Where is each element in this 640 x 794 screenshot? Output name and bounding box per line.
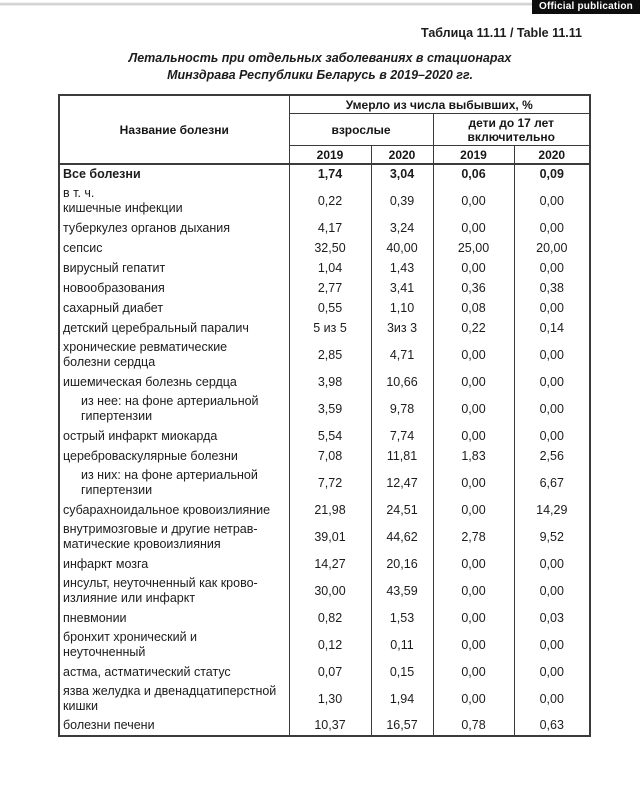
value-cell-children-2020: 0,00: [514, 682, 590, 716]
value-cell-adults-2019: 1,04: [289, 258, 371, 278]
value-cell-adults-2020: 43,59: [371, 574, 433, 608]
value-cell-adults-2019: 3,98: [289, 372, 371, 392]
value-cell-adults-2020: 4,71: [371, 338, 433, 372]
value-cell-children-2020: 0,00: [514, 628, 590, 662]
value-cell-children-2019: 0,00: [433, 466, 514, 500]
value-cell-children-2020: 0,00: [514, 392, 590, 426]
col-header-adults-2019: 2019: [289, 146, 371, 165]
table-row: [59, 392, 590, 426]
disease-name-cell: бронхит хронический и неуточненный: [63, 630, 198, 659]
value-cell-adults-2020: 0,11: [371, 628, 433, 662]
table-row: [59, 608, 590, 628]
table-row: [59, 500, 590, 520]
value-cell-adults-2019: 7,72: [289, 466, 371, 500]
value-cell-children-2020: 0,00: [514, 554, 590, 574]
table-row: [59, 446, 590, 466]
value-cell-children-2019: 0,00: [433, 338, 514, 372]
disease-name-cell: пневмонии: [63, 610, 127, 625]
disease-name-cell: цереброваскулярные болезни: [63, 448, 238, 463]
value-cell-adults-2019: 14,27: [289, 554, 371, 574]
value-cell-adults-2019: 0,07: [289, 662, 371, 682]
value-cell-children-2020: 0,00: [514, 258, 590, 278]
disease-name-cell: сепсис: [63, 240, 103, 255]
table-row: [59, 184, 590, 218]
table-body: [59, 164, 590, 736]
value-cell-children-2020: 0,00: [514, 298, 590, 318]
value-cell-children-2020: 2,56: [514, 446, 590, 466]
value-cell-adults-2019: 0,82: [289, 608, 371, 628]
disease-name-cell: в т. ч. кишечные инфекции: [63, 186, 183, 215]
value-cell-children-2019: 0,78: [433, 716, 514, 736]
value-cell-adults-2020: 20,16: [371, 554, 433, 574]
disease-name-cell: субарахноидальное кровоизлияние: [63, 502, 271, 517]
table-row: [59, 574, 590, 608]
value-cell-children-2019: 0,00: [433, 218, 514, 238]
value-cell-children-2019: 0,00: [433, 392, 514, 426]
value-cell-children-2019: 25,00: [433, 238, 514, 258]
value-cell-children-2019: 0,06: [433, 164, 514, 184]
official-publication-badge: Official publication: [532, 0, 640, 14]
value-cell-adults-2020: 1,53: [371, 608, 433, 628]
value-cell-adults-2020: 11,81: [371, 446, 433, 466]
table-row: [59, 318, 590, 338]
value-cell-children-2020: 0,38: [514, 278, 590, 298]
value-cell-adults-2020: 3,04: [371, 164, 433, 184]
value-cell-children-2019: 0,00: [433, 500, 514, 520]
value-cell-children-2019: 0,00: [433, 608, 514, 628]
value-cell-adults-2019: 0,12: [289, 628, 371, 662]
value-cell-children-2019: 0,00: [433, 574, 514, 608]
disease-name-cell: внутримозговые и другие нетрав- матические кровоизлияния: [63, 522, 258, 551]
col-header-disease-name: Название болезни: [59, 95, 289, 164]
value-cell-children-2019: 0,00: [433, 554, 514, 574]
value-cell-children-2019: 0,08: [433, 298, 514, 318]
table-row: [59, 426, 590, 446]
disease-name-cell: хронические ревматические болезни сердца: [63, 340, 228, 369]
table-row: [59, 164, 590, 184]
table-row: [59, 466, 590, 500]
value-cell-children-2019: 0,00: [433, 662, 514, 682]
document-title-line1: Летальность при отдельных заболеваниях в стационарах: [128, 51, 512, 65]
value-cell-adults-2019: 3,59: [289, 392, 371, 426]
table-row: [59, 554, 590, 574]
table-row: [59, 278, 590, 298]
disease-name-cell: инфаркт мозга: [63, 556, 149, 571]
col-header-children: дети до 17 лет включительно: [433, 114, 590, 146]
table-row: [59, 520, 590, 554]
disease-name-cell: астма, астматический статус: [63, 664, 231, 679]
value-cell-children-2019: 1,83: [433, 446, 514, 466]
value-cell-adults-2019: 10,37: [289, 716, 371, 736]
value-cell-adults-2020: 40,00: [371, 238, 433, 258]
table-row: [59, 238, 590, 258]
mortality-table: [58, 94, 591, 737]
disease-name-cell: острый инфаркт миокарда: [63, 428, 218, 443]
document-title: [0, 50, 640, 83]
value-cell-children-2020: 0,00: [514, 184, 590, 218]
value-cell-adults-2019: 5,54: [289, 426, 371, 446]
value-cell-adults-2020: 1,94: [371, 682, 433, 716]
value-cell-children-2019: 0,36: [433, 278, 514, 298]
disease-name-cell: болезни печени: [63, 718, 155, 732]
disease-name-cell: вирусный гепатит: [63, 260, 166, 275]
col-header-children-2019: 2019: [433, 146, 514, 165]
value-cell-children-2019: 0,00: [433, 628, 514, 662]
value-cell-children-2019: 0,00: [433, 372, 514, 392]
disease-name-cell: новообразования: [63, 280, 165, 295]
value-cell-children-2019: 0,00: [433, 682, 514, 716]
table-row: [59, 338, 590, 372]
value-cell-children-2020: 9,52: [514, 520, 590, 554]
value-cell-children-2019: 0,00: [433, 184, 514, 218]
value-cell-children-2020: 0,14: [514, 318, 590, 338]
value-cell-adults-2020: 0,15: [371, 662, 433, 682]
value-cell-children-2020: 0,09: [514, 164, 590, 184]
value-cell-children-2020: 0,03: [514, 608, 590, 628]
table-row: [59, 716, 590, 736]
value-cell-children-2020: 0,00: [514, 574, 590, 608]
disease-name-cell: ишемическая болезнь сердца: [63, 374, 237, 389]
value-cell-children-2020: 0,63: [514, 716, 590, 736]
table-row: [59, 218, 590, 238]
value-cell-adults-2019: 21,98: [289, 500, 371, 520]
value-cell-adults-2019: 2,85: [289, 338, 371, 372]
value-cell-adults-2019: 4,17: [289, 218, 371, 238]
value-cell-children-2020: 0,00: [514, 426, 590, 446]
value-cell-adults-2020: 3,24: [371, 218, 433, 238]
disease-name-cell: туберкулез органов дыхания: [63, 220, 231, 235]
value-cell-adults-2020: 10,66: [371, 372, 433, 392]
value-cell-children-2020: 0,00: [514, 218, 590, 238]
table-row: [59, 258, 590, 278]
col-header-children-2020: 2020: [514, 146, 590, 165]
value-cell-children-2019: 0,22: [433, 318, 514, 338]
disease-name-cell: Все болезни: [63, 167, 141, 181]
value-cell-adults-2019: 2,77: [289, 278, 371, 298]
col-header-adults-2020: 2020: [371, 146, 433, 165]
table-row: [59, 298, 590, 318]
disease-name-cell: из них: на фоне артериальной гипертензии: [81, 468, 258, 497]
value-cell-children-2020: 0,00: [514, 338, 590, 372]
value-cell-adults-2019: 5 из 5: [289, 318, 371, 338]
col-header-adults: взрослые: [289, 114, 433, 146]
table-header: [59, 95, 590, 164]
value-cell-children-2020: 20,00: [514, 238, 590, 258]
value-cell-adults-2019: 1,30: [289, 682, 371, 716]
value-cell-children-2020: 6,67: [514, 466, 590, 500]
value-cell-adults-2020: 0,39: [371, 184, 433, 218]
disease-name-cell: инсульт, неуточненный как крово- излияние или инфаркт: [63, 576, 258, 605]
value-cell-adults-2020: 1,10: [371, 298, 433, 318]
value-cell-adults-2020: 44,62: [371, 520, 433, 554]
value-cell-adults-2019: 39,01: [289, 520, 371, 554]
value-cell-adults-2020: 24,51: [371, 500, 433, 520]
col-header-died-of-discharged: Умерло из числа выбывших, %: [289, 95, 590, 114]
value-cell-children-2019: 0,00: [433, 426, 514, 446]
value-cell-adults-2020: 12,47: [371, 466, 433, 500]
table-row: [59, 628, 590, 662]
value-cell-adults-2019: 30,00: [289, 574, 371, 608]
table-row: [59, 662, 590, 682]
table-row: [59, 682, 590, 716]
value-cell-adults-2019: 0,55: [289, 298, 371, 318]
value-cell-adults-2020: 3из 3: [371, 318, 433, 338]
value-cell-adults-2020: 16,57: [371, 716, 433, 736]
value-cell-adults-2019: 1,74: [289, 164, 371, 184]
value-cell-children-2020: 14,29: [514, 500, 590, 520]
value-cell-children-2020: 0,00: [514, 662, 590, 682]
disease-name-cell: сахарный диабет: [63, 300, 164, 315]
disease-name-cell: из нее: на фоне артериальной гипертензии: [81, 394, 259, 423]
value-cell-children-2019: 2,78: [433, 520, 514, 554]
disease-name-cell: детский церебральный паралич: [63, 320, 249, 335]
disease-name-cell: язва желудка и двенадцатиперстной кишки: [63, 684, 277, 713]
value-cell-adults-2020: 3,41: [371, 278, 433, 298]
value-cell-children-2019: 0,00: [433, 258, 514, 278]
value-cell-adults-2019: 0,22: [289, 184, 371, 218]
table-row: [59, 372, 590, 392]
value-cell-adults-2020: 1,43: [371, 258, 433, 278]
value-cell-children-2020: 0,00: [514, 372, 590, 392]
value-cell-adults-2020: 9,78: [371, 392, 433, 426]
table-reference: Таблица 11.11 / Table 11.11: [421, 26, 582, 40]
document-title-line2: Минздрава Республики Беларусь в 2019–2020 гг.: [167, 67, 473, 82]
value-cell-adults-2019: 7,08: [289, 446, 371, 466]
value-cell-adults-2020: 7,74: [371, 426, 433, 446]
value-cell-adults-2019: 32,50: [289, 238, 371, 258]
